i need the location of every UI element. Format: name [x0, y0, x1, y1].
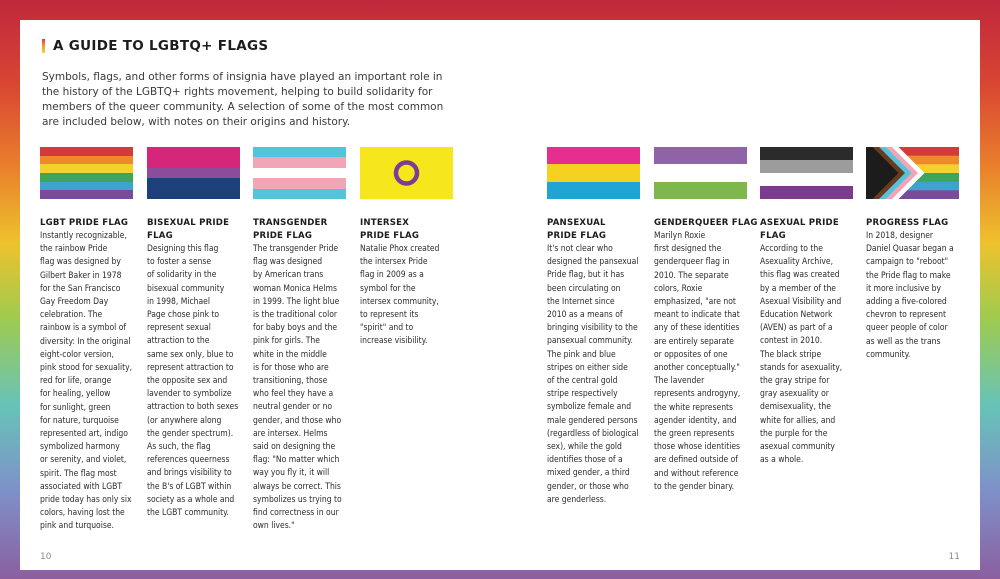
genderqueer-flag-title: GENDERQUEER FLAG — [654, 218, 758, 228]
intersex-pride-flag-description: Natalie Phox created the intersex Pride flag in 2009 as a symbol for the intersex community, to represent its "spirit" and to increase visibility. — [360, 244, 440, 347]
progress-pride-flag-column — [866, 217, 970, 362]
flag-stripe — [654, 164, 747, 181]
intersex-pride-flag — [360, 147, 453, 199]
pansexual-pride-flag-title: PANSEXUAL PRIDE FLAG — [547, 218, 607, 241]
flag-stripe — [40, 173, 133, 182]
title-accent-bar — [42, 39, 45, 53]
transgender-pride-flag — [253, 147, 346, 199]
lgbt-pride-flag-title: LGBT PRIDE FLAG — [40, 218, 129, 228]
flag-stripe — [147, 168, 240, 178]
bisexual-pride-flag — [147, 147, 240, 199]
page-number-right: 11 — [948, 552, 960, 562]
progress-flag-graphic — [866, 147, 959, 199]
flag-stripe — [547, 182, 640, 199]
bisexual-pride-flag-column — [147, 217, 251, 520]
intersex-pride-flag-title: INTERSEX PRIDE FLAG — [360, 218, 420, 241]
transgender-pride-flag-title: TRANSGENDER PRIDE FLAG — [253, 218, 328, 241]
genderqueer-flag-column — [654, 217, 758, 494]
flag-stripe — [253, 168, 346, 178]
intro-paragraph: Symbols, flags, and other forms of insignia have played an important role in the history of the LGBTQ+ rights movement, helping to build solidarity for members of the queer community. A selection of some of the most common are included below, with notes on their origins and history. — [42, 71, 444, 128]
pansexual-pride-flag-column — [547, 217, 651, 507]
asexual-pride-flag-column — [760, 217, 864, 467]
header — [42, 38, 268, 54]
pansexual-pride-flag-description: It's not clear who designed the pansexual Pride flag, but it has been circulating on the Internet since 2010 as a means of bringing visibility to the pansexual community. The pink and blue stripes on either side of the central gold stripe respectively symbolize female and male gendered persons (regardless of biological sex), while the gold identifies those of a mixed gender, a third gender, or those who are genderless. — [547, 244, 639, 505]
lgbt-pride-flag — [40, 147, 133, 199]
intersex-flag-graphic — [360, 147, 453, 199]
transgender-pride-flag-description: The transgender Pride flag was designed by American trans woman Monica Helms in 1999. The light blue is the traditional color for baby boys and the pink for girls. The white in the middle is for those who are transitioning, those who feel they have a neutral gender or no gender, and those who are intersex. Helms said on designing the flag: "No matter which way you fly it, it will always be correct. This symbolizes us trying to find correctness in our own lives." — [253, 244, 342, 532]
bisexual-pride-flag-description: Designing this flag to foster a sense of solidarity in the bisexual community in 1998, Michael Page chose pink to represent sexual attraction to the same sex only, blue to represent attraction to the opposite sex and lavender to symbolize attraction to both sexes (or anywhere along the gender spectrum). As such, the flag references queerness and brings visibility to the B's of LGBT within society as a whole and the LGBT community. — [147, 244, 239, 519]
flag-stripe — [654, 147, 747, 164]
lgbt-pride-flag-column — [40, 217, 144, 534]
flag-stripe — [40, 156, 133, 165]
genderqueer-flag-description: Marilyn Roxie first designed the genderqueer flag in 2010. The separate colors, Roxie emphasized, "are not meant to indicate that any of these identities are entirely separate or opposites of one another conceptually." The lavender represents androgyny, the white represents agender identity, and the green represents those whose identities are defined outside of and without reference to the gender binary. — [654, 231, 741, 492]
flag-stripe — [547, 164, 640, 181]
lgbt-pride-flag-description: Instantly recognizable, the rainbow Pride flag was designed by Gilbert Baker in 1978 for the San Francisco Gay Freedom Day celebration. The rainbow is a symbol of diversity: In the original eight-color version, pink stood for sexuality, red for life, orange for healing, yellow for sunlight, green for nature, turquoise represented art, indigo symbolized harmony or serenity, and violet, spirit. The flag most associated with LGBT pride today has only six colors, having lost the pink and turquoise. — [40, 231, 133, 532]
progress-pride-flag-title: PROGRESS FLAG — [866, 218, 949, 228]
flag-stripe — [40, 147, 133, 156]
bisexual-pride-flag-title: BISEXUAL PRIDE FLAG — [147, 218, 230, 241]
flag-stripe — [760, 186, 853, 199]
page-number-left: 10 — [40, 552, 52, 562]
pansexual-pride-flag — [547, 147, 640, 199]
flag-stripe — [253, 157, 346, 167]
intersex-pride-flag-column — [360, 217, 464, 349]
asexual-pride-flag — [760, 147, 853, 199]
flag-stripe — [547, 147, 640, 164]
flag-stripe — [253, 178, 346, 188]
page-title: A GUIDE TO LGBTQ+ FLAGS — [53, 38, 269, 54]
progress-pride-flag — [866, 147, 959, 199]
flag-stripe — [147, 147, 240, 168]
transgender-pride-flag-column — [253, 217, 357, 533]
intersex-flag-field — [360, 147, 453, 199]
flag-stripe — [40, 164, 133, 173]
progress-pride-flag-description: In 2018, designer Daniel Quasar began a campaign to "reboot" the Pride flag to make it more inclusive by adding a five-colored chevron to represent queer people of color as well as the trans community. — [866, 231, 954, 360]
flag-stripe — [654, 182, 747, 199]
flag-stripe — [40, 190, 133, 199]
asexual-pride-flag-description: According to the Asexuality Archive, this flag was created by a member of the Asexual Visibility and Education Network (AVEN) as part of a contest in 2010. The black stripe stands for asexuality, the gray stripe for gray asexuality or demisexuality, the white for allies, and the purple for the asexual community as a whole. — [760, 244, 843, 466]
flag-stripe — [760, 147, 853, 160]
flag-stripe — [253, 147, 346, 157]
flag-stripe — [760, 160, 853, 173]
flag-stripe — [40, 182, 133, 191]
flag-stripe — [760, 173, 853, 186]
book-spread — [20, 20, 980, 570]
flag-stripe — [253, 189, 346, 199]
flag-stripe — [147, 178, 240, 199]
genderqueer-flag — [654, 147, 747, 199]
asexual-pride-flag-title: ASEXUAL PRIDE FLAG — [760, 218, 839, 241]
